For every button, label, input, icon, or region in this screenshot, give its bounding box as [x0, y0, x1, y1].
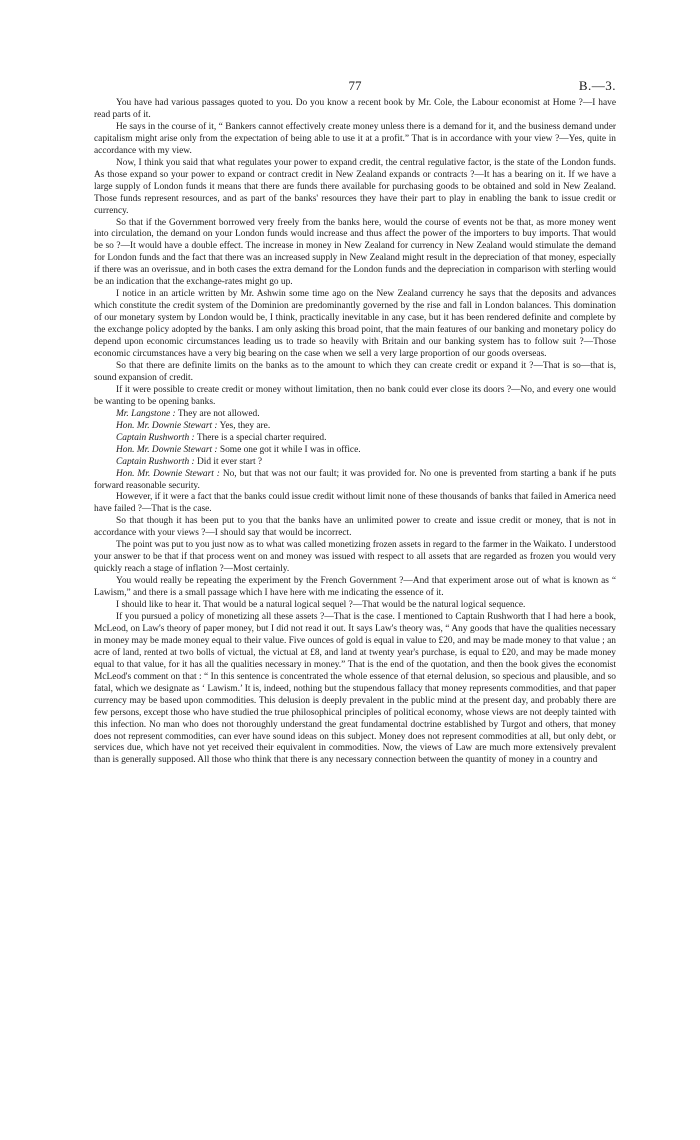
speaker-paragraph	[94, 409, 616, 421]
document-reference: B.—3.	[578, 78, 616, 93]
paragraph: You have had various passages quoted to you. Do you know a recent book by Mr. Cole, the Labour economist at Home ?—I have read parts of it.	[94, 98, 616, 120]
speaker-name: Mr. Langstone :	[116, 408, 176, 419]
document-page	[94, 78, 616, 767]
speaker-text: No, but that was not our fault; it was provided for. No one is prevented from starting a bank if he puts forward reasonable security.	[94, 468, 617, 491]
speaker-name: Captain Rushworth :	[116, 456, 195, 467]
paragraph: You would really be repeating the experiment by the French Government ?—And that experiment arose out of what is known as “ Lawism,” and there is a small passage which I have here with me indicating the essence of it.	[94, 576, 616, 599]
paragraph: I should like to hear it. That would be a natural logical sequel ?—That would be the natural logical sequence.	[116, 600, 526, 611]
paragraph: He says in the course of it, “ Bankers cannot effectively create money unless there is a demand for it, and the business demand under capitalism might arise only from the expectation of being able to use it at a profit.” That is in accordance with your view ?—Yes, quite in accordance with my view.	[94, 121, 616, 156]
paragraph: Now, I think you said that what regulates your power to expand credit, the central regulative factor, is the state of the London funds. As those expand so your power to expand or contract credit in New Zealand expands or contracts ?—It has a bearing on it. If we have a large supply of London funds it means that there are funds there available for purchasing goods to be obtained and sold in New Zealand. Those funds represent resources, and as part of the banks' resources they have their part to play in enabling the bank to issue credit or currency.	[94, 157, 616, 216]
paragraph: If it were possible to create credit or money without limitation, then no bank could ever close its doors ?—No, and every one would be wanting to be opening banks.	[94, 384, 616, 407]
speaker-paragraph	[94, 469, 616, 493]
page-number: 77	[348, 78, 362, 93]
speaker-paragraph	[94, 421, 616, 433]
speaker-name: Hon. Mr. Downie Stewart :	[116, 444, 218, 455]
page-header	[94, 78, 616, 98]
speaker-text: Did it ever start ?	[197, 456, 263, 467]
speaker-paragraph	[94, 433, 616, 445]
paragraph: However, if it were a fact that the banks could issue credit without limit none of these thousands of banks that failed in America need have failed ?—That is the case.	[94, 492, 616, 515]
paragraph: If you pursued a policy of monetizing all these assets ?—That is the case. I mentioned to Captain Rushworth that I had here a book, McLeod, on Law's theory of paper money, but I did not read it out. It says Law's theory was, “ Any goods that have the qualities necessary in money may be made money equal to their value. Five ounces of gold is equal in value to £20, and may be made money to that value ; an acre of land, rented at two bolls of victual, the victual at £8, and land at twenty year's purchase, is equal to £20, and may be made money equal to that value, for it has all the qualities necessary in money.” That is the end of the quotation, and then the book gives the economist McLeod's comment on that : “ In this sentence is concentrated the whole essence of that eternal delusion, so specious and plausible, and so fatal, which we designate as ‘ Lawism.’ It is, indeed, nothing but the stupendous fallacy that money represents commodities, and that paper currency may be based upon commodities. This delusion is deeply prevalent in the public mind at the present day, and probably there are few persons, except those who have studied the true philosophical principles of political economy, whose views are not deeply tainted with this infection. No man who does not thoroughly understand the great fundamental doctrine established by Turgot and others, that money does not represent commodities, can ever have sound ideas on this subject. Money does not represent commodities at all, but only debt, or services due, which have not yet received their equivalent in commodities. Now, the views of Law are much more extensively prevalent than is generally supposed. All those who think that there is any necessary connection between the quantity of money in a country and	[94, 611, 616, 766]
speaker-name: Hon. Mr. Downie Stewart :	[116, 420, 218, 431]
paragraph: So that there are definite limits on the banks as to the amount to which they can create credit or expand it ?—That is so—that is, sound expansion of credit.	[94, 360, 616, 383]
speaker-paragraph	[94, 445, 616, 457]
paragraph: I notice in an article written by Mr. Ashwin some time ago on the New Zealand currency he says that the deposits and advances which constitute the credit system of the Dominion are predominantly governed by the rise and fall in London balances. This domination of our monetary system by London would be, I think, practically inevitable in any case, but it has been rendered definite and complete by the exchange policy adopted by the banks. I am only asking this broad point, that the main features of our banking and monetary policy do depend upon economic circumstances leading us to trade so heavily with Britain and our banking system has to follow suit ?—Those economic circumstances have a very big bearing on the case when we sell a very large proportion of our goods overseas.	[94, 289, 616, 360]
speaker-name: Captain Rushworth :	[116, 432, 195, 443]
paragraph: The point was put to you just now as to what was called monetizing frozen assets in regard to the farmer in the Waikato. I understood your answer to be that if that process went on and money was issued with respect to all assets that are regarded as frozen you would very quickly reach a stage of inflation ?—Most certainly.	[94, 540, 616, 575]
speaker-text: There is a special charter required.	[196, 432, 327, 443]
speaker-name: Hon. Mr. Downie Stewart :	[116, 468, 220, 479]
paragraph: So that though it has been put to you that the banks have an unlimited power to create and issue credit or money, that is not in accordance with your views ?—I should say that would be incorrect.	[94, 516, 616, 539]
speaker-text: Some one got it while I was in office.	[219, 444, 361, 455]
speaker-text: They are not allowed.	[177, 408, 260, 419]
speaker-text: Yes, they are.	[219, 420, 271, 431]
speaker-paragraph	[94, 457, 616, 469]
paragraph: So that if the Government borrowed very freely from the banks here, would the course of events not be that, as more money went into circulation, the demand on your London funds would increase and thus affect the power of the importers to buy imports. That would be so ?—It would have a double effect. The increase in money in New Zealand for currency in New Zealand would stimulate the demand for London funds and the fact that there was an increased supply in New Zealand might result in the depreciation of that money, especially if there was an overissue, and in both cases the extra demand for the London funds and the depreciation in comparison with sterling would be an indication that the exchange-rates might go up.	[94, 217, 616, 288]
